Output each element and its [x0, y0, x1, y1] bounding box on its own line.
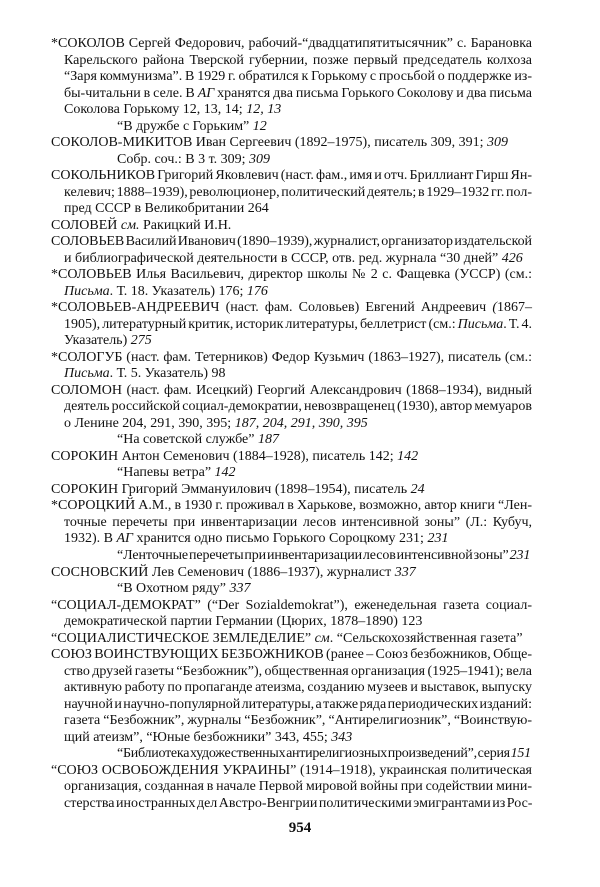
index-entry-line — [51, 647, 532, 664]
index-continuation-line — [51, 53, 532, 70]
text: *СОЛОВЬЕВ Илья Васильевич, директор школы № 2 с. Фащевка (УССР) (см.: — [51, 267, 532, 283]
text: организация, созданная в начале Первой мировой войны при содействии мини- — [64, 779, 532, 795]
text: *СОРОЦКИЙ А.М., в 1930 г. проживал в Харькове, возможно, автор книги “Лен- — [51, 498, 532, 514]
index-continuation-line — [51, 366, 532, 383]
italic-text: 337 — [229, 581, 251, 597]
italic-text: 176 — [246, 283, 268, 299]
italic-text: Письма — [457, 316, 504, 332]
italic-text: 231 — [427, 531, 449, 547]
index-page-body — [51, 36, 532, 812]
text: Соколова Горькому 12, 13, 14; — [64, 102, 247, 118]
italic-text: 187 — [257, 432, 279, 448]
text: хранится одно письмо Горького Сороцкому 231; — [133, 531, 428, 547]
text: стерства иностранных дел Австро-Венгрии политическими эмигрантами из Рос- — [64, 795, 533, 811]
italic-text: 231 — [509, 547, 531, 563]
index-entry-line — [51, 482, 532, 499]
index-entry-line — [51, 168, 532, 185]
text: СОРОКИН Григорий Эммануилович (1898–1954), писатель — [51, 481, 411, 497]
text: бы-читальни в селе. В — [64, 85, 198, 101]
index-entry-line — [51, 565, 532, 582]
italic-text: 151 — [510, 746, 531, 762]
text: СОРОКИН Антон Семенович (1884–1928), писатель 142; — [51, 448, 398, 464]
text: “Библиотека художественных антирелигиозных произведений”, серия — [117, 746, 511, 762]
index-continuation-line — [51, 515, 532, 532]
text: щий атеизм”, “Юные безбожники” 343, 455; — [64, 729, 332, 745]
index-continuation-line — [51, 531, 532, 548]
italic-text: АГ — [116, 531, 134, 547]
text: СОКОЛОВ-МИКИТОВ Иван Сергеевич (1892–1975), писатель 309, 391; — [51, 135, 488, 151]
italic-text: 12 — [252, 118, 267, 134]
index-continuation-line — [51, 779, 532, 796]
index-continuation-line — [51, 680, 532, 697]
italic-text: 142 — [397, 448, 419, 464]
index-entry-line — [51, 449, 532, 466]
index-subentry-line — [51, 548, 532, 565]
text: “В дружбе с Горьким” — [117, 118, 253, 134]
text: деятель российской социал-демократии, невозвращенец (1930), автор мемуаров — [64, 399, 532, 415]
text: “Ленточные перечеты при инвентаризации лесов интенсивной зоны” — [117, 547, 510, 563]
text: *СОЛОГУБ (наст. фам. Тетерников) Федор Кузьмич (1863–1927), писатель (см.: — [51, 349, 532, 365]
text: *СОЛОВЬЕВ-АНДРЕЕВИЧ (наст. фам. Соловьев) Евгений Андреевич — [51, 300, 493, 316]
text: *СОКОЛОВ Сергей Федорович, рабочий-“двадцатипятитысячник” с. Барановка — [51, 36, 532, 51]
italic-text: 142 — [214, 465, 236, 481]
text: точные перечеты при инвентаризации лесов интенсивной зоны” (Л.: Кубуч, — [64, 514, 532, 530]
index-subentry-line — [51, 119, 532, 136]
index-subentry-line — [51, 432, 532, 449]
text: СОКОЛЬНИКОВ Григорий Яковлевич (наст. фам., имя и отч. Бриллиант Гирш Ян- — [51, 168, 532, 184]
index-entry-line — [51, 36, 532, 53]
italic-text: 309 — [249, 151, 271, 167]
text: “СОЦИАЛИСТИЧЕСКОЕ ЗЕМЛЕДЕЛИЕ” — [51, 630, 315, 646]
index-continuation-line — [51, 614, 532, 631]
index-continuation-line — [51, 185, 532, 202]
italic-text: см. — [120, 217, 140, 233]
index-continuation-line — [51, 399, 532, 416]
text: и библиографической деятельности в СССР, отв. ред. журнала “30 дней” — [64, 250, 502, 266]
index-entry-line — [51, 300, 532, 317]
text: . Т. 5. Указатель) 98 — [109, 366, 226, 382]
text: келевич; 1888–1939), революционер, политический деятель; в 1929–1932 гг. пол- — [64, 184, 532, 200]
text: Собр. соч.: В 3 т. 309; — [117, 151, 250, 167]
text: “На советской службе” — [117, 432, 258, 448]
index-entry-line — [51, 135, 532, 152]
index-continuation-line — [51, 201, 532, 218]
text: 1867– — [497, 300, 532, 316]
italic-text: Письма — [64, 366, 110, 382]
index-continuation-line — [51, 86, 532, 103]
index-continuation-line — [51, 333, 532, 350]
text: газета “Безбожник”, журналы “Безбожник”, “Антирелигиозник”, “Воинствую- — [64, 713, 532, 729]
index-continuation-line — [51, 251, 532, 268]
index-subentry-line — [51, 465, 532, 482]
index-subentry-line — [51, 152, 532, 169]
index-continuation-line — [51, 317, 532, 334]
italic-text: 343 — [331, 729, 353, 745]
index-entry-line — [51, 598, 532, 615]
text: Указатель) — [64, 333, 131, 349]
italic-text: см — [314, 630, 330, 646]
text: СОСНОВСКИЙ Лев Семенович (1886–1937), журналист — [51, 564, 395, 580]
text: СОЮЗ ВОИНСТВУЮЩИХ БЕЗБОЖНИКОВ (ранее – Союз безбожников, Обще- — [51, 647, 532, 663]
index-entry-line — [51, 350, 532, 367]
text: “СОЮЗ ОСВОБОЖДЕНИЯ УКРАИНЫ” (1914–1918), украинская политическая — [51, 762, 532, 778]
text: СОЛОВЕЙ — [51, 217, 121, 233]
page-number: 954 — [288, 820, 312, 836]
index-entry-line — [51, 498, 532, 515]
index-continuation-line — [51, 697, 532, 714]
index-entry-line — [51, 631, 532, 648]
index-subentry-line — [51, 581, 532, 598]
text: Карельского района Тверской губернии, позже первый председатель колхоза — [64, 52, 532, 68]
text: научной и научно-популярной литературы, а также ряда периодических изданий: — [64, 696, 532, 712]
text: 1905), литературный критик, историк литературы, беллетрист (см.: — [64, 316, 458, 332]
italic-text: ( — [492, 300, 497, 316]
italic-text: 24 — [410, 481, 425, 497]
italic-text: 337 — [394, 564, 416, 580]
index-continuation-line — [51, 102, 532, 119]
text: Ракицкий И.Н. — [139, 217, 232, 233]
text: СОЛОМОН (наст. фам. Исецкий) Георгий Александрович (1868–1934), видный — [51, 382, 532, 398]
text: СОЛОВЬЕВ Василий Иванович (1890–1939), журналист, организатор издательской — [51, 234, 532, 250]
index-entry-line — [51, 763, 532, 780]
text: демократической партии Германии (Цюрих, 1878–1890) 123 — [64, 614, 423, 630]
index-continuation-line — [51, 664, 532, 681]
italic-text: Письма — [64, 283, 110, 299]
index-continuation-line — [51, 730, 532, 747]
text: 1932). В — [64, 531, 117, 547]
index-entry-line — [51, 234, 532, 251]
index-entry-line — [51, 267, 532, 284]
text: хранятся два письма Горького Соколову и два письма — [214, 85, 532, 101]
italic-text: 187, 204, 291, 390, 395 — [234, 415, 368, 431]
text: о Ленине 204, 291, 390, 395; — [64, 415, 235, 431]
italic-text: 426 — [501, 250, 523, 266]
italic-text: 275 — [130, 333, 152, 349]
index-entry-line — [51, 218, 532, 235]
italic-text: АГ — [197, 85, 215, 101]
index-entry-line — [51, 383, 532, 400]
text: пред СССР в Великобритании 264 — [64, 201, 269, 217]
text: “В Охотном ряду” — [117, 581, 230, 597]
index-continuation-line — [51, 416, 532, 433]
index-continuation-line — [51, 69, 532, 86]
text: . “Сельскохозяйственная газета” — [329, 630, 523, 646]
index-subentry-line — [51, 746, 532, 763]
text: активную работу по пропаганде атеизма, созданию музеев и выставок, выпуску — [64, 680, 532, 696]
text: “СОЦИАЛ-ДЕМОКРАТ” (“Der Sozialdemokrat”), еженедельная газета социал- — [51, 597, 532, 613]
italic-text: 309 — [487, 135, 509, 151]
index-continuation-line — [51, 284, 532, 301]
text: . Т. 4. — [503, 316, 532, 332]
text: “Напевы ветра” — [117, 465, 215, 481]
index-continuation-line — [51, 796, 532, 813]
text: . Т. 18. Указатель) 176; — [109, 283, 247, 299]
index-continuation-line — [51, 713, 532, 730]
text: “Заря коммунизма”. В 1929 г. обратился к Горькому с просьбой о поддержке из- — [64, 69, 532, 85]
italic-text: 12, 13 — [246, 102, 282, 118]
text: ство друзей газеты “Безбожник”), общественная организация (1925–1941); вела — [64, 663, 532, 679]
